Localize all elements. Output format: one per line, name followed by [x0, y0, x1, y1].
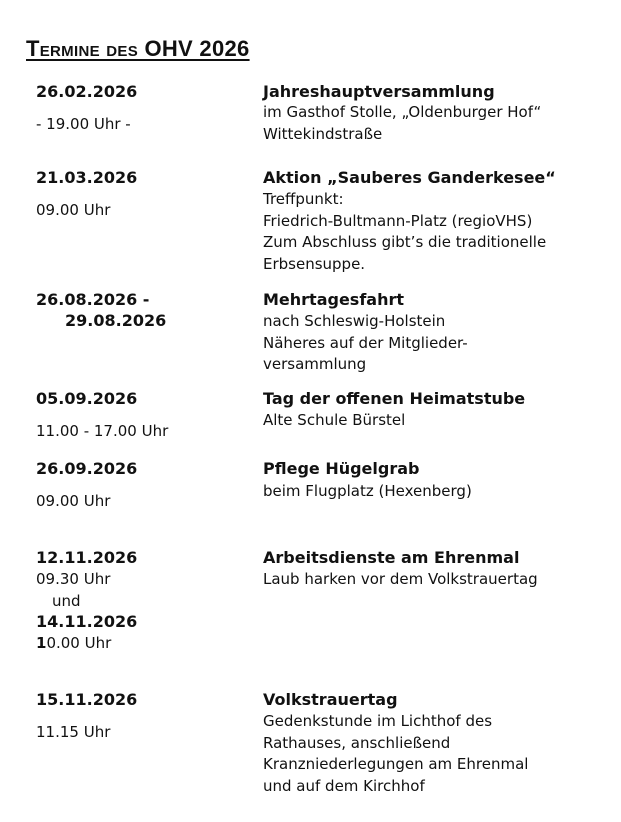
event-line: Näheres auf der Mitglieder- [263, 333, 468, 352]
event-line: Treffpunkt: [263, 190, 344, 208]
event-date: 21.03.2026 [36, 168, 138, 187]
event-description [263, 410, 405, 432]
event-second-time-rest: 0.00 Uhr [46, 634, 112, 652]
event-date: 15.11.2026 [36, 690, 138, 709]
event-second-time-lead: 1 [36, 634, 47, 652]
event-end-date: 29.08.2026 [65, 311, 167, 330]
event-line: nach Schleswig-Holstein [263, 312, 446, 330]
event-line: Zum Abschluss gibt’s die traditionelle [263, 233, 547, 251]
event-title: Volkstrauertag [263, 690, 398, 709]
event-time: 09.00 Uhr [36, 201, 111, 219]
event-date: 05.09.2026 [36, 389, 138, 408]
event-time: 11.00 - 17.00 Uhr [36, 422, 169, 440]
event-date: 26.08.2026 - [36, 290, 150, 309]
event-description [263, 569, 538, 591]
event-title: Tag der offenen Heimatstube [263, 389, 526, 408]
event-line: Erbsensuppe. [263, 254, 366, 273]
event-connector: und [52, 592, 81, 610]
event-description [263, 481, 472, 503]
event-second-date: 14.11.2026 [36, 612, 138, 631]
event-line: Kranzniederlegungen am Ehrenmal [263, 755, 529, 773]
event-line: Alte Schule Bürstel [263, 411, 406, 429]
event-time: 11.15 Uhr [36, 723, 111, 741]
event-title: Aktion „Sauberes Ganderkesee“ [263, 168, 556, 187]
page-title: Termine des OHV 2026 [26, 36, 250, 61]
event-line: Laub harken vor dem Volkstrauertag [263, 570, 538, 588]
event-description [263, 102, 541, 145]
event-title: Arbeitsdienste am Ehrenmal [263, 548, 520, 567]
event-line: im Gasthof Stolle, „Oldenburger Hof“ [263, 103, 542, 121]
event-date: 26.09.2026 [36, 459, 138, 478]
event-line: versammlung [263, 355, 367, 373]
event-line: Friedrich-Bultmann-Platz (regioVHS) [263, 211, 533, 230]
event-description [263, 189, 546, 275]
event-title: Jahreshauptversammlung [263, 82, 495, 101]
event-description [263, 311, 468, 376]
event-line: beim Flugplatz (Hexenberg) [263, 482, 472, 500]
event-line: Rathauses, anschließend [263, 733, 451, 752]
event-date: 12.11.2026 [36, 548, 138, 567]
event-line: und auf dem Kirchhof [263, 776, 425, 795]
event-time: - 19.00 Uhr - [36, 115, 131, 133]
event-title: Mehrtagesfahrt [263, 290, 405, 309]
event-date: 26.02.2026 [36, 82, 138, 101]
event-title: Pflege Hügelgrab [263, 459, 420, 478]
event-time: 09.00 Uhr [36, 492, 111, 510]
event-description [263, 711, 528, 797]
event-second-time [36, 633, 111, 653]
event-line: Gedenkstunde im Lichthof des [263, 712, 493, 730]
event-time: 09.30 Uhr [36, 570, 111, 588]
event-line: Wittekindstraße [263, 124, 383, 143]
